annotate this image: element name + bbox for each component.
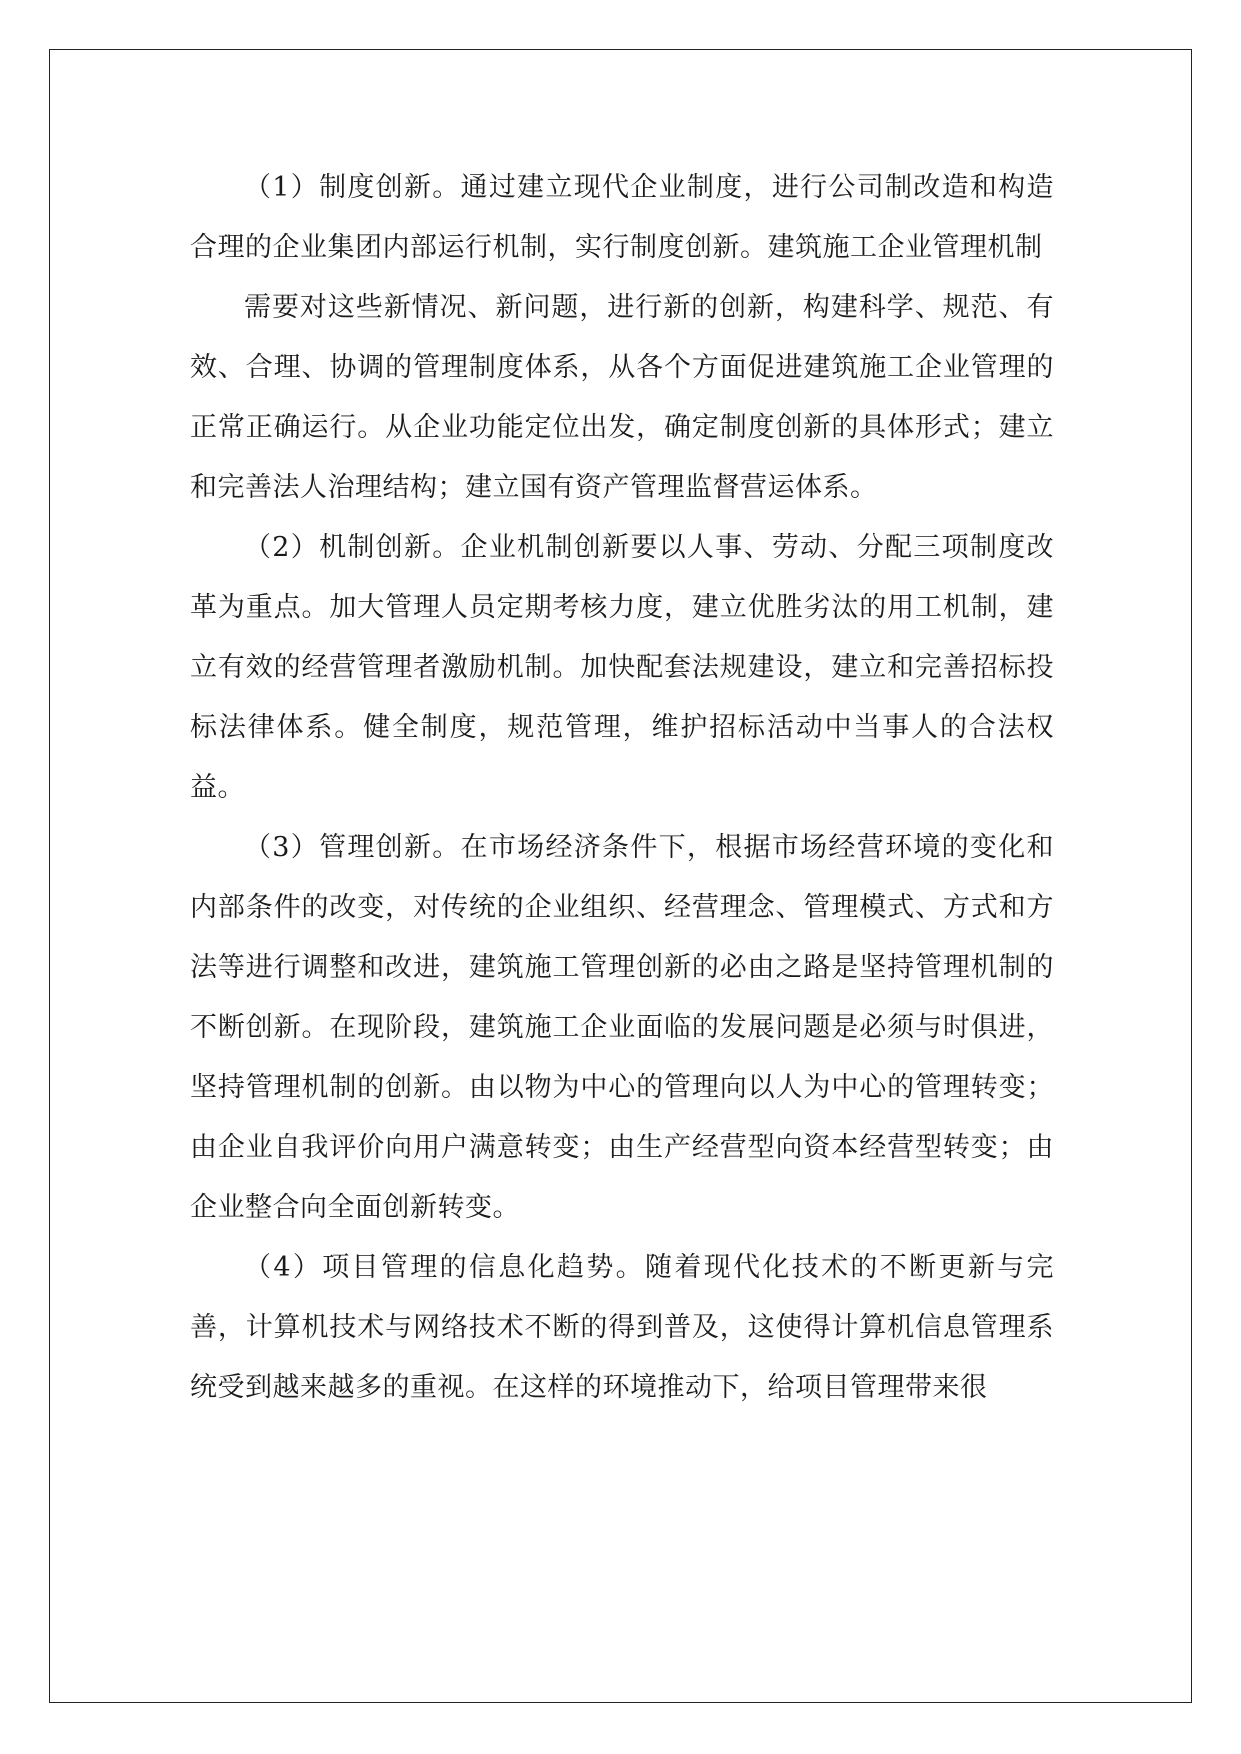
- paragraph-management-innovation: （3）管理创新。在市场经济条件下，根据市场经营环境的变化和内部条件的改变，对传统的企业组织、经营理念、管理模式、方式和方法等进行调整和改进，建筑施工管理创新的必由之路是坚持管理机制的不断创新。在现阶段，建筑施工企业面临的发展问题是必须与时俱进，坚持管理机制的创新。由以物为中心的管理向以人为中心的管理转变；由企业自我评价向用户满意转变；由生产经营型向资本经营型转变；由企业整合向全面创新转变。: [190, 832, 1054, 1223]
- document-body: [190, 158, 1054, 1418]
- paragraph-management-system-needs: 需要对这些新情况、新问题，进行新的创新，构建科学、规范、有效、合理、协调的管理制度体系，从各个方面促进建筑施工企业管理的正常正确运行。从企业功能定位出发，确定制度创新的具体形式；建立和完善法人治理结构；建立国有资产管理监督营运体系。: [190, 292, 1054, 503]
- paragraph-informatization-trend: （4）项目管理的信息化趋势。随着现代化技术的不断更新与完善，计算机技术与网络技术不断的得到普及，这使得计算机信息管理系统受到越来越多的重视。在这样的环境推动下，给项目管理带来很: [190, 1252, 1054, 1403]
- paragraph-mechanism-innovation: （2）机制创新。企业机制创新要以人事、劳动、分配三项制度改革为重点。加大管理人员定期考核力度，建立优胜劣汰的用工机制，建立有效的经营管理者激励机制。加快配套法规建设，建立和完善招标投标法律体系。健全制度，规范管理，维护招标活动中当事人的合法权益。: [190, 532, 1054, 803]
- paragraph-institutional-innovation: （1）制度创新。通过建立现代企业制度，进行公司制改造和构造合理的企业集团内部运行机制，实行制度创新。建筑施工企业管理机制: [190, 172, 1054, 263]
